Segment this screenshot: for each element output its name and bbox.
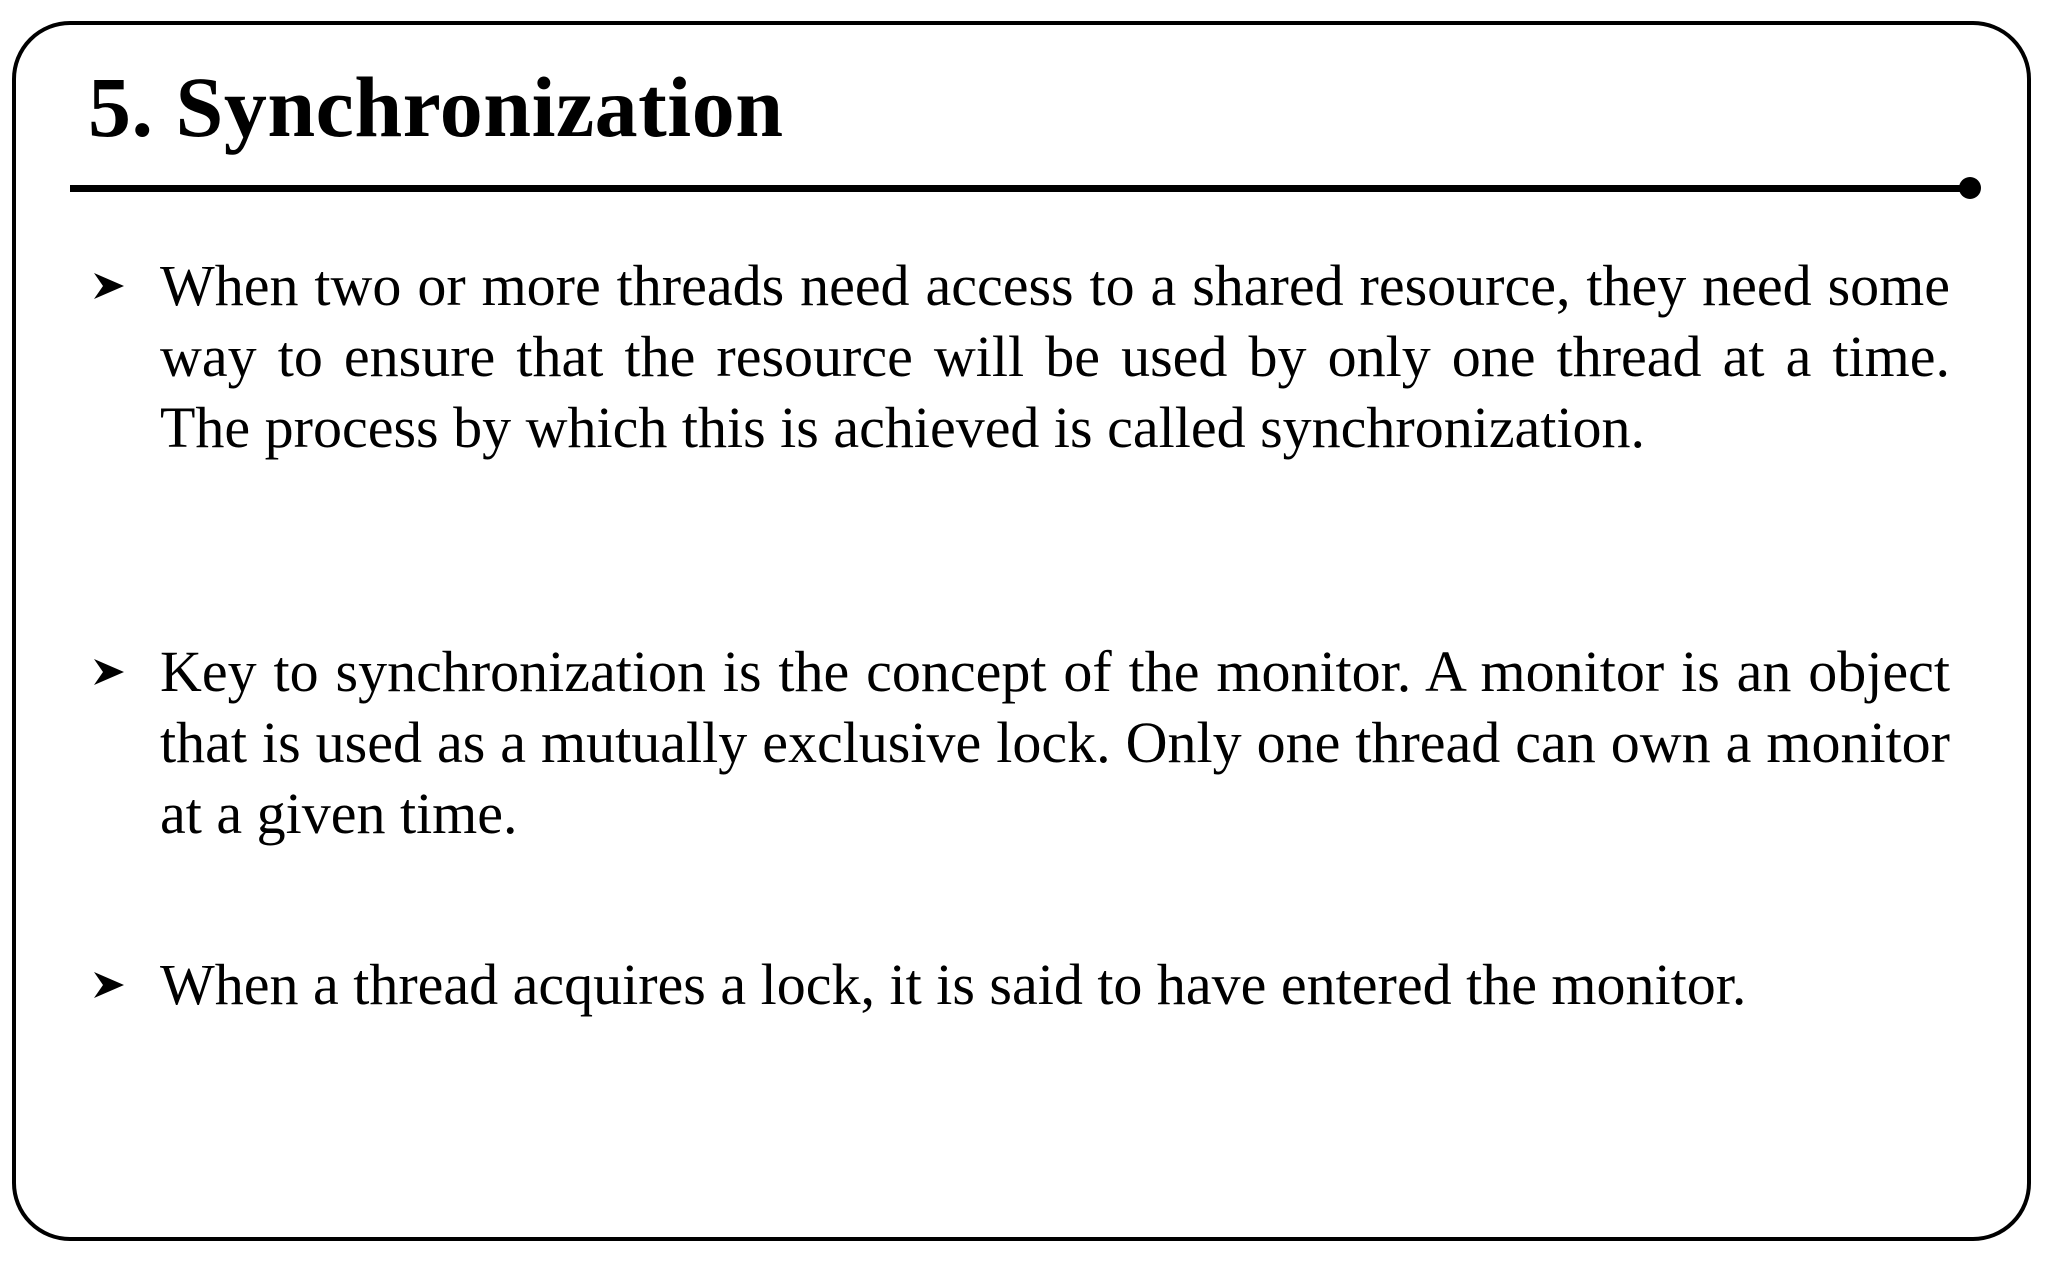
slide-frame [12,21,2031,1241]
bullet-text: When a thread acquires a lock, it is said to have entered the monitor. [160,952,1747,1017]
arrowhead-bullet-icon [92,250,160,321]
title-underline-rule [70,185,1972,192]
bullet-item [92,636,1950,849]
arrowhead-bullet-icon [92,636,160,707]
bullet-item [92,250,1950,463]
slide-title: 5. Synchronization [88,59,784,155]
arrowhead-bullet-icon [92,949,160,1020]
bullet-text: When two or more threads need access to a shared resource, they need some way to ensure that the resource will be used by only one thread at a time. The process by which this is achieved is called synchronization. [160,253,1950,460]
bullet-item [92,949,1950,1020]
rule-end-dot [1959,177,1981,199]
bullet-text: Key to synchronization is the concept of the monitor. A monitor is an object that is used as a mutually exclusive lock. Only one thread can own a monitor at a given time. [160,639,1950,846]
